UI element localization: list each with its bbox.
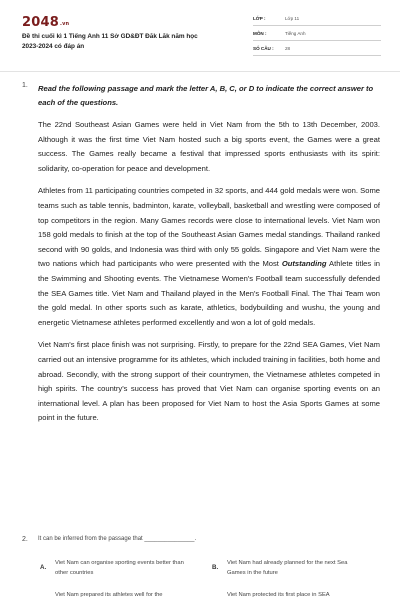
question-1-number: 1. xyxy=(22,82,28,89)
reading-passage xyxy=(38,118,380,434)
document-header xyxy=(0,0,400,70)
logo-text: 2048 xyxy=(22,15,59,30)
meta-row-subject xyxy=(253,29,381,41)
passage-paragraph-2-part-2: Athlete titles in the Swimming and Shooting events. The Vietnamese Women's Football team successfully defended the SEA Games title. Viet Nam and Thailand played in the Men's Football Final. The Thai Team won the gold medal. In other sports such as karate, athletics, bodybuilding and wushu, the young and energetic Vietnamese athletes performed excellently and won a lot of gold medals. xyxy=(38,259,380,327)
highlighted-word-outstanding: Outstanding xyxy=(281,259,327,269)
option-text: Viet Nam had already planned for the next Sea Games in the future xyxy=(227,560,348,576)
question-2-text: It can be inferred from the passage that _______________. xyxy=(38,536,197,542)
exam-title-line-2: 2023-2024 có đáp án xyxy=(22,43,85,50)
meta-value-subject: Tiếng Anh xyxy=(285,31,306,36)
passage-paragraph-3: Viet Nam's first place finish was not surprising. Firstly, to prepare for the 22nd SEA Games, Viet Nam carried out an intensive programme for its athletes, which included training in facilities, both home and abroad. Secondly, with the strong support of their countrymen, the Vietnamese athletes competed in high spirits. The country's success has proved that Viet Nam can organise sporting events on an international level. A plan has been proposed for Viet Nam to host the Asia Sports Games at some point in the future. xyxy=(38,340,380,423)
site-logo[interactable] xyxy=(22,15,69,30)
question-1-instruction: Read the following passage and mark the letter A, B, C, or D to indicate the correct answer to each of the questions. xyxy=(38,84,374,107)
option-letter: B. xyxy=(212,564,219,571)
passage-paragraph-2 xyxy=(38,184,380,330)
passage-paragraph-2-part-1: Athletes from 11 participating countries competed in 32 sports, and 444 gold medals were won. Some teams such as table tennis, badminton, karate, volleyball, basketball and wrestling were composed of top competitors in the region. Many Games records were close to international levels. Viet Nam won 158 gold medals to finish at the top of the Southeast Asian Games medal standings. Thailand ranked second with 90 golds, and Indonesia was third with only 55 golds. Singapore and Viet Nam were the two nations which had participants who were presented with the Most xyxy=(38,186,380,269)
meta-label-subject: MÔN : xyxy=(253,31,267,36)
meta-row-question-count xyxy=(253,44,381,56)
option-text: Viet Nam prepared its athletes well for the xyxy=(55,592,163,598)
logo-suffix: .vn xyxy=(59,21,70,27)
exam-title-line-1: Đề thi cuối kì 1 Tiếng Anh 11 Sở GD&ĐT Đăk Lăk năm học xyxy=(22,33,198,40)
option-text: Viet Nam protected its first place in SEA xyxy=(227,592,330,598)
option-text: Viet Nam can organise sporting events better than other countries xyxy=(55,560,184,576)
header-divider xyxy=(0,71,400,72)
option-letter: A. xyxy=(40,564,47,571)
meta-value-question-count: 28 xyxy=(285,46,291,51)
meta-row-class xyxy=(253,14,381,26)
meta-label-class: LỚP : xyxy=(253,16,266,21)
meta-label-question-count: SỐ CÂU : xyxy=(253,46,274,51)
meta-value-class: Lớp 11 xyxy=(285,16,300,21)
passage-paragraph-1: The 22nd Southeast Asian Games were held in Viet Nam from the 5th to 13th December, 2003. Although it was the first time Viet Nam hosted such a big sports event, the Games were a great success. The Games really became a festival that impressed sports enthusiasts with its spirit: solidarity, co-operation for peace and development. xyxy=(38,120,380,173)
question-2-number: 2. xyxy=(22,536,28,543)
